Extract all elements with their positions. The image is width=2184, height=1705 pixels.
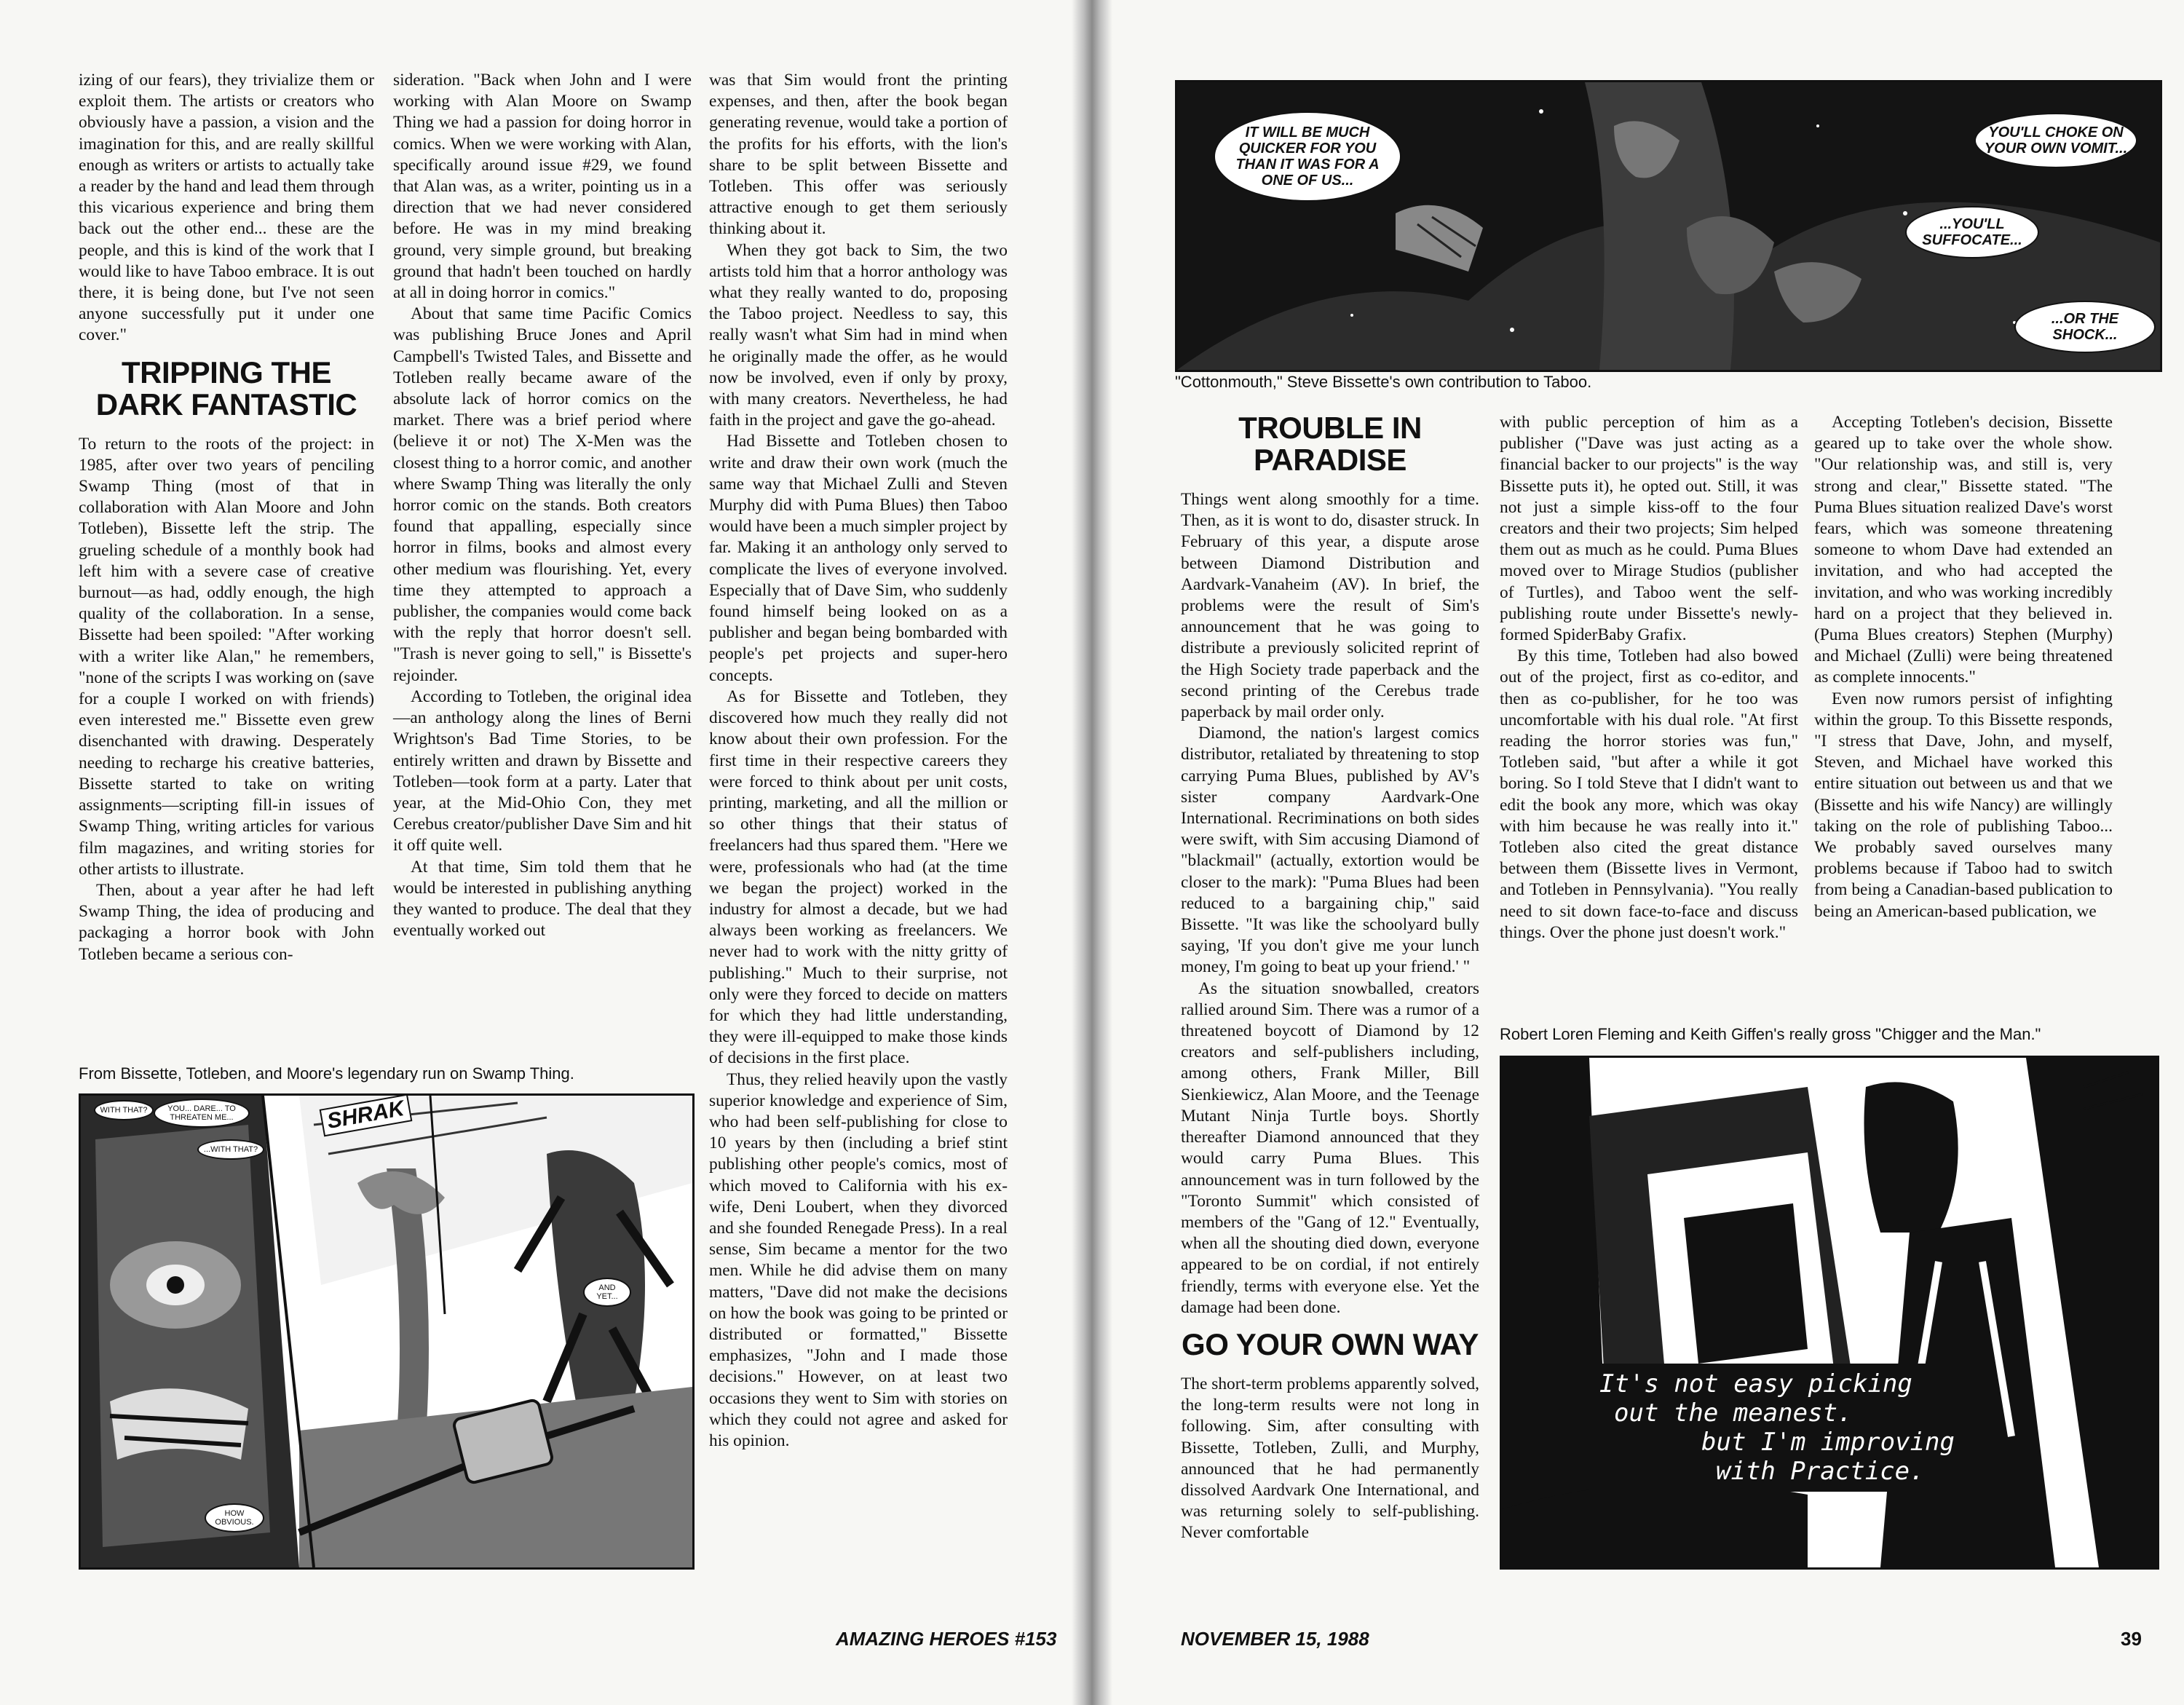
right-column-1 [1181, 412, 1479, 1544]
page-date: NOVEMBER 15, 1988 [1181, 1628, 1369, 1650]
narration-line: out the meanest. [1614, 1399, 1853, 1428]
paragraph: izing of our fears), they trivialize them or exploit them. The artists or creators who obviously have a passion, a vision and the imagination for this, and are really skillful enough as writers or artists to actually take a reader by the hand and lead them through this vicarious experience and bring them back out the other end... these are the people, and this is kind of the work that I would like to have Taboo embrace. It is out there, it is being done, but I've not seen anyone successfully put it under one cover." [79, 71, 374, 345]
page-folio: AMAZING HEROES #153 [836, 1628, 1057, 1650]
left-column-2 [393, 70, 692, 941]
paragraph: According to Totleben, the original idea—an anthology along the lines of Berni Wrightson's Bad Time Stories, to be entirely written and drawn by Bissette and Totleben—took form at a party. Later that year, at the Mid-Ohio Con, they met Cerebus creator/publisher Dave Sim and hit it off quite well. [393, 687, 692, 855]
speech-balloon: ...OR THE SHOCK... [2014, 301, 2156, 353]
paragraph: Thus, they relied heavily upon the vastly superior knowledge and experience of Sim, who had been self-publishing for close to 10 years by then (including a brief stint publishing other people's comics, most of which moved to California with his ex-wife, Deni Loubert, when they divorced and she founded Renegade Press). In a real sense, Sim became a mentor for the two men. While he did advise them on many matters, "Dave did not make the decisions on how the book was going to be printed or distributed or formatted," Bissette emphasizes, "John and I made those decisions." However, on at least two occasions they went to Sim with stories on which they could not agree and asked for his opinion. [709, 1069, 1008, 1450]
paragraph: Had Bissette and Totleben chosen to write and draw their own work (much the same way that Michael Zulli and Steven Murphy did with Puma Blues) then Taboo would have been a much simpler project by far. Making it an anthology only served to complicate the lives of everyone involved. Especially that of Dave Sim, who suddenly found himself being looked on as a publisher and began being bombarded with people's pet projects and super-hero concepts. [709, 432, 1008, 685]
narration-line: but I'm improving [1701, 1428, 1955, 1457]
paragraph: Then, about a year after he had left Swamp Thing, the idea of producing and packaging a horror book with John Totleben became a serious con- [79, 880, 374, 964]
paragraph: When they got back to Sim, the two artists told him that a horror anthology was what they really wanted to do, proposing the Taboo project. Needless to say, this really wasn't what Sim had in mind when he originally made the offer, as he would now be involved, even if only by proxy, with many creators. Nevertheless, he had faith in the project and gave the go-ahead. [709, 240, 1008, 430]
paragraph: At that time, Sim told them that he would be interested in publishing anything they wanted to produce. The deal that they eventually worked out [393, 857, 692, 941]
paragraph: Even now rumors persist of infighting within the group. To this Bissette responds, "I stress that Dave, John, and myself, Steven, and Michael have worked this entire situation out between us and that we (Bissette and his wife Nancy) are willingly taking on the role of publishing Taboo... We probably saved ourselves many problems because if Taboo had to switch from being a Canadian-based publication to being an American-based publication, we [1814, 689, 2113, 921]
left-page [0, 0, 1072, 1705]
paragraph: To return to the roots of the project: in 1985, after over two years of penciling Swamp Thing (most of that in collaboration with Alan Moore and John Totleben), Bissette left the strip. The grueling schedule of a monthly book had left him with a severe case of creative burnout—as had, oddly enough, the high quality of the collaboration. In a sense, Bissette had been spoiled: "After working with a writer like Alan," he remembers, "none of the scripts I was working on (save for a couple I worked on with friends) even interested me." Bissette even grew disenchanted with drawing. Desperately needing to recharge his creative batteries, Bissette started to take on writing assignments—scripting fill-in issues of Swamp Thing, writing articles for various film magazines, and writing stories for other artists to illustrate. [79, 434, 374, 879]
narration-line: It's not easy picking [1599, 1369, 1912, 1399]
sound-effect: SHRAK [320, 1094, 412, 1137]
paragraph: Diamond, the nation's largest comics distributor, retaliated by threatening to stop carrying Puma Blues, published by AV's sister company Aardvark-One International. Recriminations on both sides were swift, with Sim accusing Diamond of "blackmail" (actually, extortion would be closer to the mark): "Puma Blues had been reduced to a bargaining chip," said Bissette. "It was like the schoolyard bully saying, 'If you don't give me your lunch money, I'm going to beat up your friend.' " [1181, 724, 1479, 977]
paragraph: Accepting Totleben's decision, Bissette geared up to take over the whole show. "Our relationship was, and still is, very strong and clear," Bissette stated. "The Puma Blues situation realized Dave's worst fears, which was someone threatening someone to whom Dave had extended an invitation, and who had accepted the invitation, and who was working incredibly hard on a project that they believed in. (Puma Blues creators) Stephen (Murphy) and Michael (Zulli) were being threatened as complete innocents." [1814, 413, 2113, 687]
swamp-thing-art [81, 1096, 692, 1567]
speech-balloon: YOU'LL CHOKE ON YOUR OWN VOMIT... [1974, 113, 2137, 168]
chigger-illustration [1500, 1056, 2159, 1570]
paragraph: Things went along smoothly for a time. Then, as it is wont to do, disaster struck. In February of this year, a dispute arose between Diamond Distribution and Aardvark-Vanaheim (AV). In brief, the problems were the result of Sim's announcement that he was going to distribute a previously solicited reprint of the High Society trade paperback and the second printing of the Cerebus trade paperback by mail order only. [1181, 490, 1479, 722]
book-gutter [1072, 0, 1112, 1705]
speech-balloon: ...WITH THAT? [197, 1139, 264, 1160]
speech-balloon: YOU... DARE... TO THREATEN ME... [154, 1099, 250, 1128]
left-column-3 [709, 70, 1008, 1452]
left-column-1 [79, 70, 374, 965]
speech-balloon: AND YET... [583, 1278, 631, 1307]
section-heading: TRIPPING THE DARK FANTASTIC [95, 355, 357, 422]
paragraph: About that same time Pacific Comics was publishing Bruce Jones and April Campbell's Twisted Tales, and Bissette and Totleben really became aware of the absolute lack of horror comics on the market. There was a brief period where (believe it or not) The X-Men was the closest thing to a horror comic, and another where Swamp Thing was literally the only horror comic on the stands. Both creators found that appalling, especially since horror in films, books and almost every other medium was flourishing. Yet, every time they attempted to approach a publisher, the companies would come back with the reply that horror doesn't sell. "Trash is never going to sell," is Bissette's rejoinder. [393, 304, 692, 685]
cottonmouth-caption: "Cottonmouth," Steve Bissette's own contribution to Taboo. [1175, 373, 1592, 391]
paragraph: was that Sim would front the printing expenses, and then, after the book began generating revenue, would take a portion of the profits for his efforts, with the lion's share to be split between Bissette and Totleben. This offer was seriously attractive enough to get them seriously thinking about it. [709, 71, 1008, 239]
right-column-2 [1500, 412, 1798, 944]
narration-box [1589, 1364, 1988, 1492]
paragraph: As for Bissette and Totleben, they discovered how much they really did not know about their own profession. For the first time in their respective careers they were forced to think about per unit costs, printing, marketing, and all the million or so other things that their status of freelancers had thus spared them. "Here we were, professionals who had (at the time we began the project) worked in the industry for almost a decade, but we had always been working as freelancers. We never had to work with the nitty gritty of publishing." Much to their surprise, not only were they forced to decide on matters for which they had little understanding, they were ill-equipped to make those kinds of decisions in the first place. [709, 687, 1008, 1068]
paragraph: The short-term problems apparently solved, the long-term results were not long in following. Sim, after consulting with Bissette, Totleben, Zulli, and Murphy, announced that he had permanently dissolved Aardvark One International, and was returning solely to self-publishing. Never comfortable [1181, 1374, 1479, 1543]
paragraph: As the situation snowballed, creators rallied around Sim. There was a rumor of a threatened boycott of Diamond by 12 creators and self-publishers including, among others, Frank Miller, Bill Sienkiewicz, Alan Moore, and the Teenage Mutant Ninja Turtle boys. Shortly thereafter Diamond announced that they would carry Puma Blues. This announcement was in turn followed by the "Toronto Summit" which consisted of members of the "Gang of 12." Eventually, when all the shouting died down, everyone appeared to be on cordial, if not entirely friendly, terms with everyone else. Yet the damage had been done. [1181, 978, 1479, 1317]
paragraph: with public perception of him as a publisher ("Dave was just acting as a financial backer to our projects" is the way Bissette puts it), he opted out. Still, it was not just a simple kiss-off to the four creators and their two projects; Sim helped them out as much as he could. Puma Blues moved over to Mirage Studios (publisher of Turtles), and Taboo went the self-publishing route under Bissette's newly-formed SpiderBaby Grafix. [1500, 413, 1798, 645]
swamp-thing-caption: From Bissette, Totleben, and Moore's legendary run on Swamp Thing. [79, 1064, 574, 1083]
paragraph: sideration. "Back when John and I were working with Alan Moore on Swamp Thing we had a passion for doing horror in comics. When we were working with Alan, specifically around issue #29, we found that Alan was, as a writer, pointing us in a direction that we had never considered before. He was in my mind breaking ground, very simple ground, but breaking ground that hadn't been touched on hardly at all in doing horror in comics." [393, 71, 692, 303]
right-page [1112, 0, 2184, 1705]
speech-balloon: WITH THAT? [94, 1100, 154, 1120]
page-number: 39 [2121, 1628, 2142, 1650]
section-heading: GO YOUR OWN WAY [1182, 1326, 1479, 1361]
right-column-3 [1814, 412, 2113, 922]
speech-balloon: HOW OBVIOUS. [205, 1503, 264, 1532]
speech-balloon: IT WILL BE MUCH QUICKER FOR YOU THAN IT WAS FOR A ONE OF US... [1214, 111, 1401, 202]
speech-balloon: ...YOU'LL SUFFOCATE... [1905, 206, 2039, 258]
narration-line: with Practice. [1716, 1457, 1925, 1486]
section-heading: TROUBLE IN PARADISE [1238, 411, 1422, 477]
chigger-caption: Robert Loren Fleming and Keith Giffen's really gross "Chigger and the Man." [1500, 1025, 2041, 1043]
cottonmouth-illustration [1175, 80, 2162, 372]
paragraph: By this time, Totleben had also bowed out of the project, first as co-editor, and then as co-publisher, for he too was uncomfortable with his dual role. "At first reading the horror stories was fun," Totleben said, "but after a while it got boring. So I told Steve that I didn't want to edit the book any more, which was okay with him because he was really into it." Totleben also cited the great distance between them (Bissette lives in Vermont, and Totleben in Pennsylvania). "You really need to sit down face-to-face and discuss things. Over the phone just doesn't work." [1500, 646, 1798, 942]
swamp-thing-illustration [79, 1093, 695, 1570]
